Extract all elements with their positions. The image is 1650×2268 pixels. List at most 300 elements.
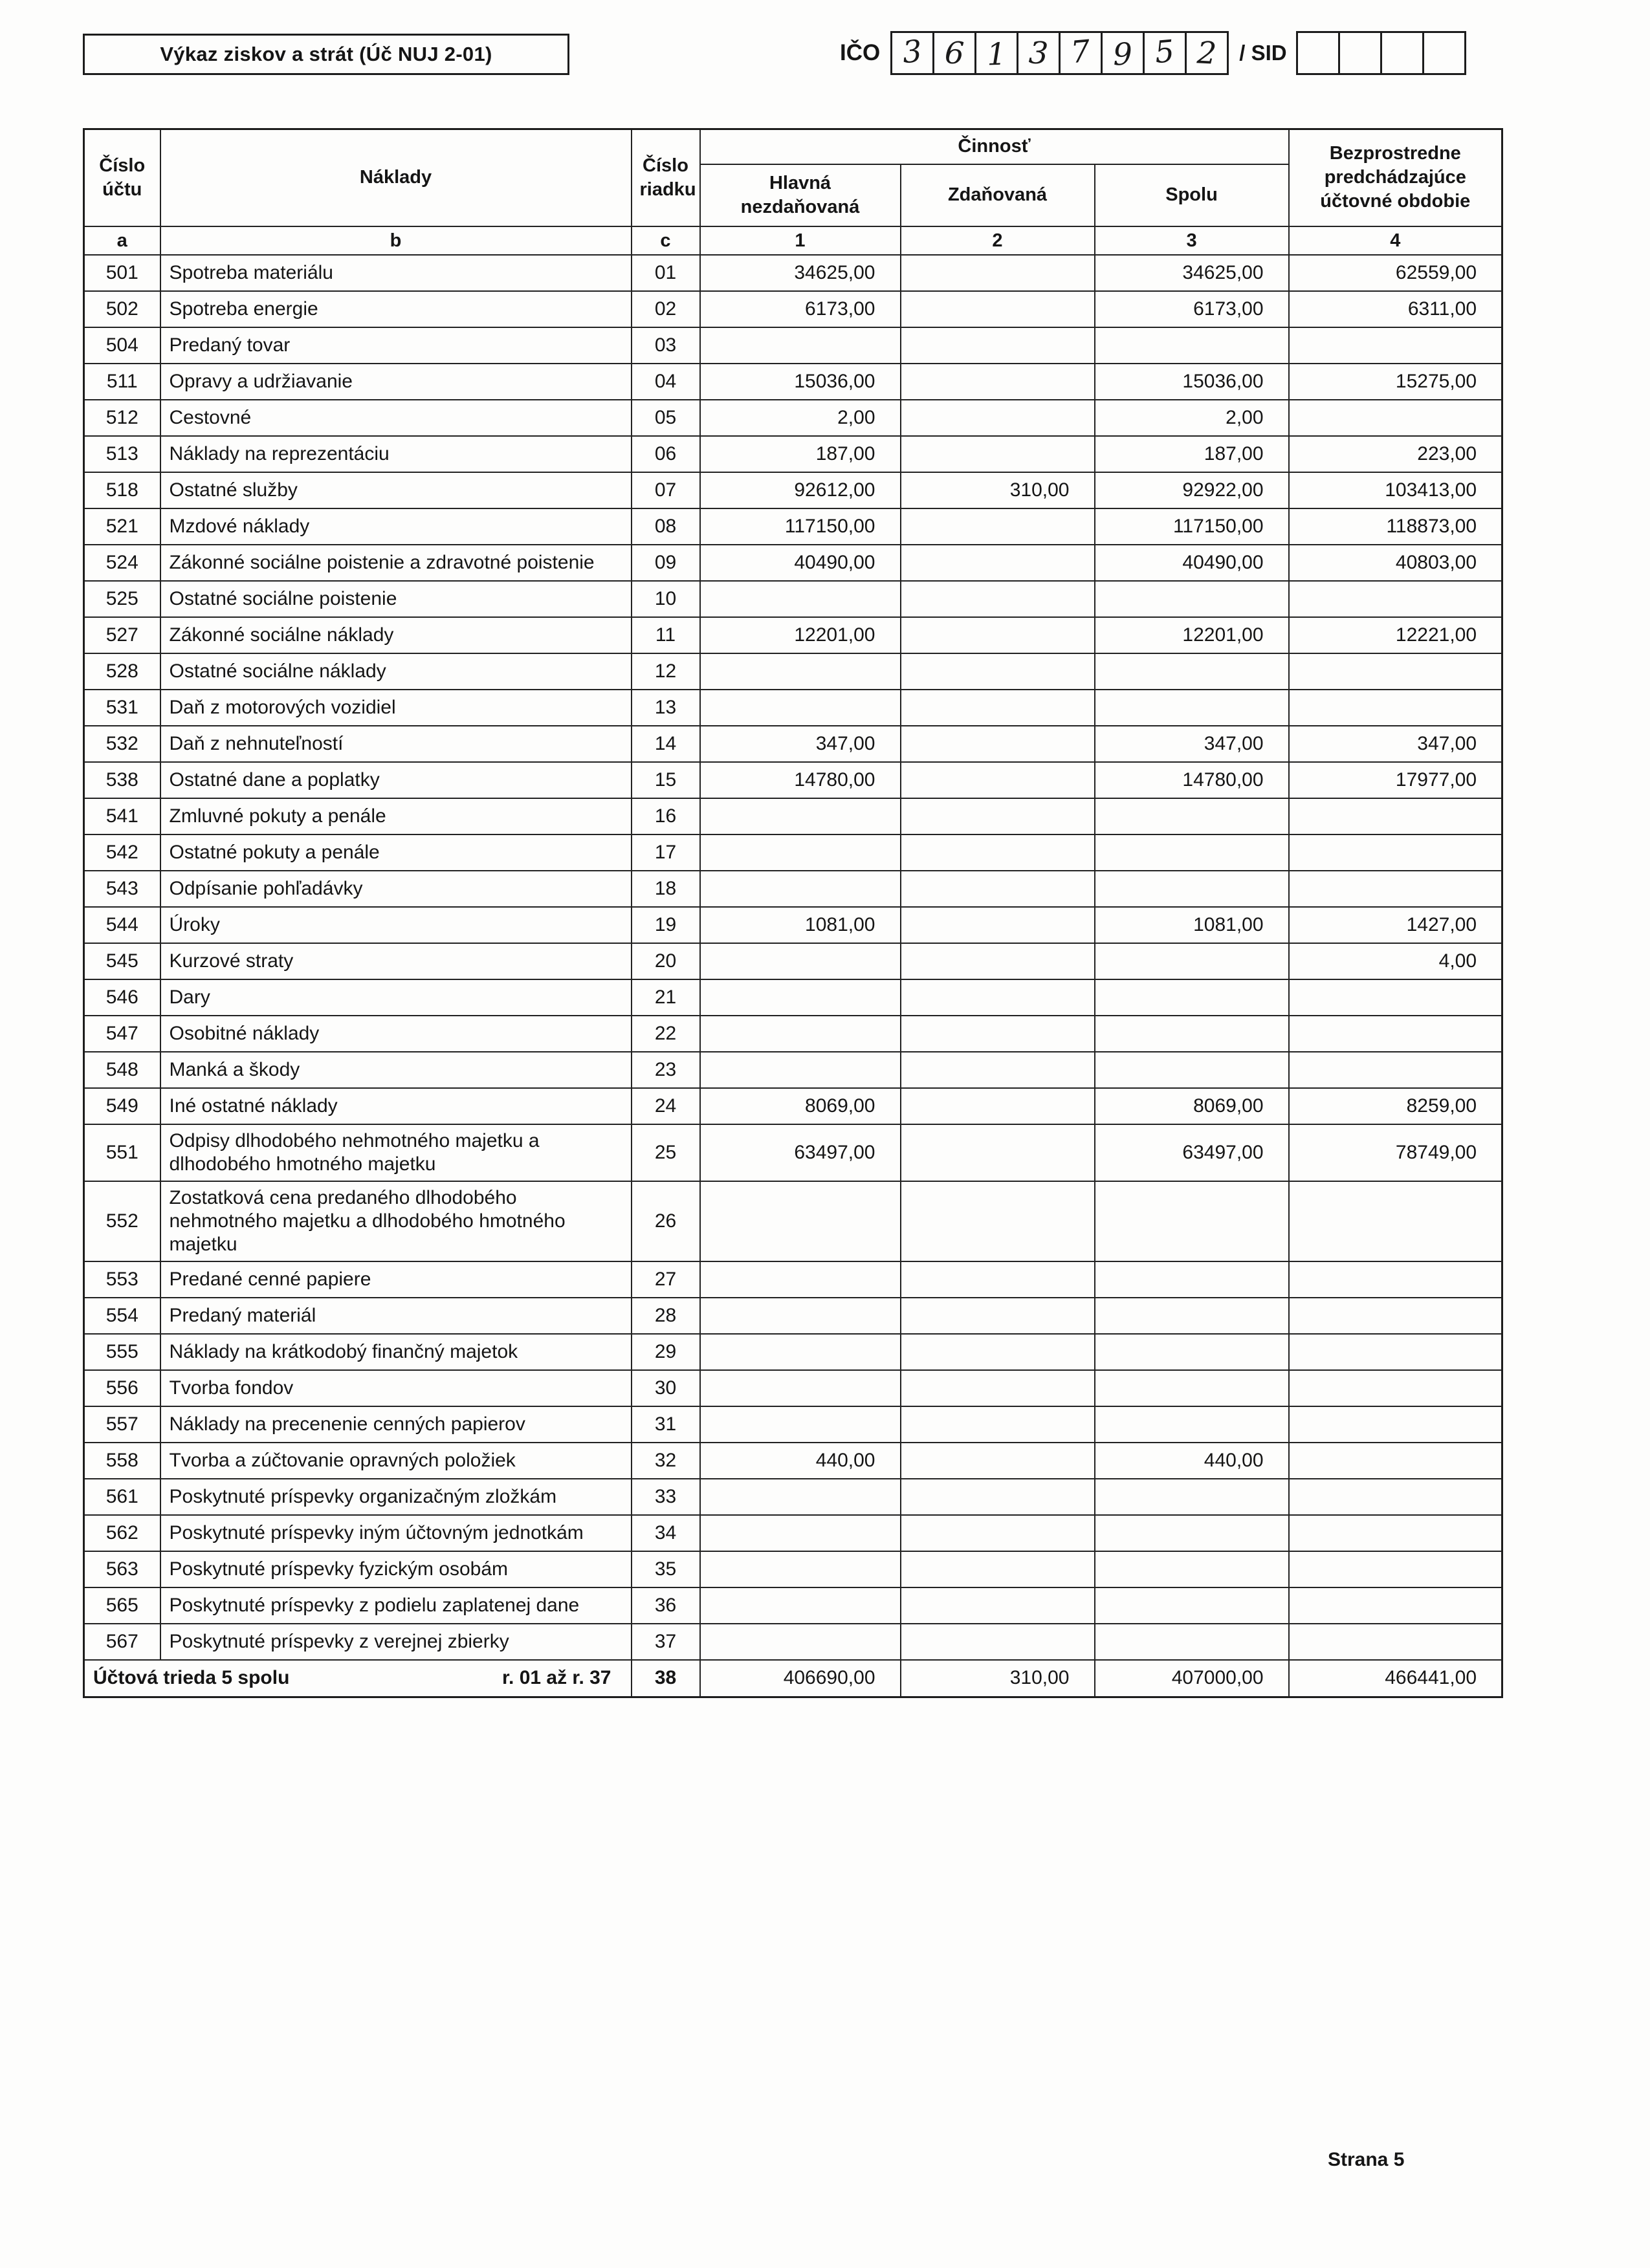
row-number: 08 [632, 508, 700, 545]
account-number: 501 [84, 255, 160, 291]
value-taxed [901, 1406, 1095, 1443]
table-row [84, 943, 1502, 979]
value-main-untaxed [700, 1370, 901, 1406]
row-number: 36 [632, 1587, 700, 1624]
value-main-untaxed [700, 1515, 901, 1551]
value-total: 8069,00 [1095, 1088, 1289, 1124]
value-previous-period [1289, 1443, 1502, 1479]
account-number: 525 [84, 581, 160, 617]
value-taxed [901, 1370, 1095, 1406]
col-letter-a: a [84, 226, 160, 255]
table-row [84, 617, 1502, 653]
col-header-costs: Náklady [160, 129, 632, 226]
value-total: 6173,00 [1095, 291, 1289, 327]
value-total [1095, 1587, 1289, 1624]
table-row [84, 1181, 1502, 1261]
value-total [1095, 327, 1289, 364]
sid-box [1380, 31, 1424, 75]
row-number: 18 [632, 871, 700, 907]
table-row [84, 653, 1502, 690]
account-number: 561 [84, 1479, 160, 1515]
value-taxed [901, 979, 1095, 1016]
ico-digit: 5 [1153, 33, 1176, 71]
value-taxed [901, 943, 1095, 979]
col-header-row-number: Číslo riadku [632, 129, 700, 226]
value-main-untaxed [700, 1587, 901, 1624]
col-header-total: Spolu [1095, 164, 1289, 226]
table-header [84, 129, 1502, 255]
cost-name: Odpisy dlhodobého nehmotného majetku a dlhodobého hmotného majetku [160, 1124, 632, 1181]
table-row [84, 979, 1502, 1016]
value-taxed [901, 1181, 1095, 1261]
ico-digit-box [1101, 31, 1145, 75]
value-total: 2,00 [1095, 400, 1289, 436]
row-number: 24 [632, 1088, 700, 1124]
ico-digit-box [1017, 31, 1061, 75]
value-previous-period [1289, 1016, 1502, 1052]
table-row [84, 1016, 1502, 1052]
value-main-untaxed: 117150,00 [700, 508, 901, 545]
value-main-untaxed [700, 1406, 901, 1443]
cost-name: Tvorba a zúčtovanie opravných položiek [160, 1443, 632, 1479]
value-taxed [901, 1551, 1095, 1587]
value-taxed [901, 291, 1095, 327]
value-total [1095, 1052, 1289, 1088]
table-row [84, 1406, 1502, 1443]
value-previous-period: 118873,00 [1289, 508, 1502, 545]
sid-box [1338, 31, 1382, 75]
row-number: 04 [632, 364, 700, 400]
col-letter-b: b [160, 226, 632, 255]
col-letter-c: c [632, 226, 700, 255]
table-row [84, 436, 1502, 472]
cost-name: Dary [160, 979, 632, 1016]
value-taxed: 310,00 [901, 472, 1095, 508]
value-taxed [901, 617, 1095, 653]
account-number: 562 [84, 1515, 160, 1551]
table-row [84, 1298, 1502, 1334]
table-row [84, 291, 1502, 327]
table-row [84, 327, 1502, 364]
account-number: 567 [84, 1624, 160, 1660]
col-header-main-untaxed: Hlavná nezdaňovaná [700, 164, 901, 226]
table-row [84, 508, 1502, 545]
value-taxed [901, 1334, 1095, 1370]
cost-name: Náklady na reprezentáciu [160, 436, 632, 472]
total-row-range: r. 01 až r. 37 [502, 1667, 611, 1689]
value-taxed [901, 508, 1095, 545]
total-label-cell [84, 1660, 632, 1697]
value-previous-period: 12221,00 [1289, 617, 1502, 653]
value-total: 440,00 [1095, 1443, 1289, 1479]
account-number: 541 [84, 798, 160, 834]
value-main-untaxed: 440,00 [700, 1443, 901, 1479]
value-previous-period [1289, 871, 1502, 907]
value-total [1095, 581, 1289, 617]
table-row [84, 1551, 1502, 1587]
value-previous-period: 78749,00 [1289, 1124, 1502, 1181]
account-number: 545 [84, 943, 160, 979]
account-number: 531 [84, 690, 160, 726]
value-main-untaxed [700, 327, 901, 364]
cost-name: Spotreba energie [160, 291, 632, 327]
cost-name: Ostatné dane a poplatky [160, 762, 632, 798]
table-row [84, 581, 1502, 617]
cost-name: Ostatné služby [160, 472, 632, 508]
total-row-number: 38 [632, 1660, 700, 1697]
value-previous-period [1289, 1624, 1502, 1660]
cost-name: Mzdové náklady [160, 508, 632, 545]
table-row [84, 798, 1502, 834]
row-number: 21 [632, 979, 700, 1016]
value-previous-period [1289, 979, 1502, 1016]
account-number: 524 [84, 545, 160, 581]
ico-digit: 6 [943, 34, 965, 72]
account-number: 521 [84, 508, 160, 545]
value-taxed [901, 1587, 1095, 1624]
value-total [1095, 1406, 1289, 1443]
ico-digit-box [1143, 31, 1187, 75]
account-number: 518 [84, 472, 160, 508]
value-previous-period [1289, 798, 1502, 834]
value-main-untaxed: 6173,00 [700, 291, 901, 327]
row-number: 29 [632, 1334, 700, 1370]
row-number: 03 [632, 327, 700, 364]
value-previous-period [1289, 1406, 1502, 1443]
row-number: 09 [632, 545, 700, 581]
cost-name: Daň z motorových vozidiel [160, 690, 632, 726]
value-taxed [901, 1124, 1095, 1181]
cost-name: Kurzové straty [160, 943, 632, 979]
sid-label: / SID [1239, 41, 1287, 65]
row-number: 23 [632, 1052, 700, 1088]
value-total [1095, 943, 1289, 979]
form-title: Výkaz ziskov a strát (Úč NUJ 2-01) [160, 43, 492, 65]
table-row [84, 1088, 1502, 1124]
value-total: 1081,00 [1095, 907, 1289, 943]
cost-name: Ostatné pokuty a penále [160, 834, 632, 871]
value-taxed [901, 1052, 1095, 1088]
value-main-untaxed [700, 1479, 901, 1515]
value-main-untaxed [700, 653, 901, 690]
value-main-untaxed: 34625,00 [700, 255, 901, 291]
value-total [1095, 653, 1289, 690]
cost-name: Tvorba fondov [160, 1370, 632, 1406]
cost-name: Odpísanie pohľadávky [160, 871, 632, 907]
value-taxed [901, 545, 1095, 581]
value-taxed [901, 798, 1095, 834]
value-total: 117150,00 [1095, 508, 1289, 545]
table-row [84, 907, 1502, 943]
cost-name: Osobitné náklady [160, 1016, 632, 1052]
value-main-untaxed: 8069,00 [700, 1088, 901, 1124]
ico-label: IČO [840, 40, 881, 65]
value-previous-period: 4,00 [1289, 943, 1502, 979]
row-number: 30 [632, 1370, 700, 1406]
value-previous-period [1289, 1298, 1502, 1334]
value-total [1095, 1298, 1289, 1334]
cost-name: Náklady na precenenie cenných papierov [160, 1406, 632, 1443]
row-number: 15 [632, 762, 700, 798]
value-taxed [901, 653, 1095, 690]
value-total: 63497,00 [1095, 1124, 1289, 1181]
value-main-untaxed [700, 834, 901, 871]
table-body [84, 255, 1502, 1660]
cost-name: Poskytnuté príspevky z verejnej zbierky [160, 1624, 632, 1660]
row-number: 26 [632, 1181, 700, 1261]
table-row [84, 1334, 1502, 1370]
cost-name: Poskytnuté príspevky iným účtovným jednotkám [160, 1515, 632, 1551]
cost-name: Daň z nehnuteľností [160, 726, 632, 762]
table-row [84, 726, 1502, 762]
value-taxed [901, 1298, 1095, 1334]
value-main-untaxed: 92612,00 [700, 472, 901, 508]
value-taxed [901, 581, 1095, 617]
value-previous-period: 6311,00 [1289, 291, 1502, 327]
value-main-untaxed [700, 1624, 901, 1660]
account-number: 549 [84, 1088, 160, 1124]
row-number: 34 [632, 1515, 700, 1551]
total-label: Účtová trieda 5 spolu [93, 1667, 290, 1689]
value-main-untaxed: 2,00 [700, 400, 901, 436]
cost-name: Iné ostatné náklady [160, 1088, 632, 1124]
header-row-1 [84, 129, 1502, 164]
cost-name: Predané cenné papiere [160, 1261, 632, 1298]
table-row [84, 400, 1502, 436]
value-main-untaxed [700, 1052, 901, 1088]
cost-name: Zákonné sociálne náklady [160, 617, 632, 653]
value-previous-period [1289, 1587, 1502, 1624]
sid-box [1296, 31, 1340, 75]
value-previous-period [1289, 1551, 1502, 1587]
costs-table [83, 128, 1503, 1698]
cost-name: Poskytnuté príspevky organizačným zložkám [160, 1479, 632, 1515]
row-number: 05 [632, 400, 700, 436]
account-number: 547 [84, 1016, 160, 1052]
value-previous-period: 223,00 [1289, 436, 1502, 472]
account-number: 512 [84, 400, 160, 436]
value-taxed [901, 400, 1095, 436]
table-row [84, 1370, 1502, 1406]
value-previous-period [1289, 690, 1502, 726]
value-taxed [901, 1479, 1095, 1515]
account-number: 511 [84, 364, 160, 400]
value-total [1095, 1624, 1289, 1660]
value-previous-period: 347,00 [1289, 726, 1502, 762]
row-number: 35 [632, 1551, 700, 1587]
cost-name: Poskytnuté príspevky z podielu zaplatenej dane [160, 1587, 632, 1624]
ico-digit: 1 [986, 36, 1007, 73]
cost-name: Ostatné sociálne poistenie [160, 581, 632, 617]
value-previous-period: 1427,00 [1289, 907, 1502, 943]
total-row [84, 1660, 1502, 1697]
value-previous-period: 15275,00 [1289, 364, 1502, 400]
value-total: 34625,00 [1095, 255, 1289, 291]
value-taxed [901, 1624, 1095, 1660]
row-number: 31 [632, 1406, 700, 1443]
table-total [84, 1660, 1502, 1697]
account-number: 502 [84, 291, 160, 327]
row-number: 11 [632, 617, 700, 653]
value-previous-period: 8259,00 [1289, 1088, 1502, 1124]
value-main-untaxed [700, 1334, 901, 1370]
value-previous-period [1289, 1370, 1502, 1406]
value-previous-period [1289, 1479, 1502, 1515]
account-number: 563 [84, 1551, 160, 1587]
cost-name: Zmluvné pokuty a penále [160, 798, 632, 834]
account-number: 546 [84, 979, 160, 1016]
account-number: 504 [84, 327, 160, 364]
value-total [1095, 834, 1289, 871]
value-main-untaxed [700, 943, 901, 979]
ico-digit-box [932, 31, 976, 75]
col-letter-3: 3 [1095, 226, 1289, 255]
value-taxed [901, 834, 1095, 871]
value-total: 347,00 [1095, 726, 1289, 762]
col-letter-1: 1 [700, 226, 901, 255]
value-main-untaxed: 14780,00 [700, 762, 901, 798]
cost-name: Predaný tovar [160, 327, 632, 364]
value-total [1095, 690, 1289, 726]
ico-digit-box [1059, 31, 1103, 75]
row-number: 07 [632, 472, 700, 508]
account-number: 532 [84, 726, 160, 762]
account-number: 527 [84, 617, 160, 653]
value-taxed [901, 1443, 1095, 1479]
value-previous-period [1289, 1181, 1502, 1261]
cost-name: Poskytnuté príspevky fyzickým osobám [160, 1551, 632, 1587]
value-total [1095, 1479, 1289, 1515]
ico-digit: 3 [1028, 34, 1050, 72]
value-taxed [901, 364, 1095, 400]
ico-digit: 9 [1112, 36, 1134, 73]
cost-name: Zostatková cena predaného dlhodobého nehmotného majetku a dlhodobého hmotného majetku [160, 1181, 632, 1261]
column-letters-row [84, 226, 1502, 255]
account-number: 548 [84, 1052, 160, 1088]
row-number: 22 [632, 1016, 700, 1052]
value-previous-period [1289, 1052, 1502, 1088]
value-main-untaxed: 15036,00 [700, 364, 901, 400]
value-total: 92922,00 [1095, 472, 1289, 508]
value-previous-period: 103413,00 [1289, 472, 1502, 508]
account-number: 528 [84, 653, 160, 690]
ico-digit: 2 [1196, 34, 1218, 72]
account-number: 565 [84, 1587, 160, 1624]
table-row [84, 1052, 1502, 1088]
table-row [84, 1624, 1502, 1660]
col-header-previous-period: Bezprostredne predchádzajúce účtovné obdobie [1289, 129, 1502, 226]
row-number: 28 [632, 1298, 700, 1334]
row-number: 16 [632, 798, 700, 834]
total-value-previous-period: 466441,00 [1289, 1660, 1502, 1697]
value-total [1095, 979, 1289, 1016]
value-main-untaxed [700, 1261, 901, 1298]
account-number: 553 [84, 1261, 160, 1298]
row-number: 32 [632, 1443, 700, 1479]
total-value-taxed: 310,00 [901, 1660, 1095, 1697]
value-total: 14780,00 [1095, 762, 1289, 798]
value-main-untaxed: 40490,00 [700, 545, 901, 581]
value-main-untaxed [700, 1181, 901, 1261]
value-previous-period [1289, 1515, 1502, 1551]
account-number: 551 [84, 1124, 160, 1181]
table-row [84, 871, 1502, 907]
value-taxed [901, 327, 1095, 364]
account-number: 542 [84, 834, 160, 871]
table-row [84, 690, 1502, 726]
value-total [1095, 1515, 1289, 1551]
col-header-activity: Činnosť [700, 129, 1289, 164]
table-row [84, 472, 1502, 508]
sid-box [1422, 31, 1466, 75]
value-total: 40490,00 [1095, 545, 1289, 581]
account-number: 544 [84, 907, 160, 943]
table-row [84, 255, 1502, 291]
value-total [1095, 1370, 1289, 1406]
row-number: 19 [632, 907, 700, 943]
cost-name: Spotreba materiálu [160, 255, 632, 291]
account-number: 556 [84, 1370, 160, 1406]
value-previous-period [1289, 400, 1502, 436]
value-main-untaxed [700, 581, 901, 617]
row-number: 20 [632, 943, 700, 979]
form-title-box [83, 34, 569, 75]
row-number: 14 [632, 726, 700, 762]
col-header-taxed: Zdaňovaná [901, 164, 1095, 226]
value-previous-period [1289, 327, 1502, 364]
value-main-untaxed [700, 690, 901, 726]
value-total [1095, 1181, 1289, 1261]
ico-digit: 3 [901, 33, 924, 71]
value-taxed [901, 1088, 1095, 1124]
value-total [1095, 1551, 1289, 1587]
cost-name: Úroky [160, 907, 632, 943]
value-total: 187,00 [1095, 436, 1289, 472]
value-main-untaxed: 1081,00 [700, 907, 901, 943]
ico-digit-box [890, 31, 934, 75]
value-total: 15036,00 [1095, 364, 1289, 400]
table-row [84, 762, 1502, 798]
value-previous-period: 17977,00 [1289, 762, 1502, 798]
value-total [1095, 871, 1289, 907]
value-taxed [901, 726, 1095, 762]
value-taxed [901, 436, 1095, 472]
cost-name: Náklady na krátkodobý finančný majetok [160, 1334, 632, 1370]
table-row [84, 1479, 1502, 1515]
table-row [84, 364, 1502, 400]
table-row [84, 834, 1502, 871]
row-number: 02 [632, 291, 700, 327]
value-previous-period [1289, 581, 1502, 617]
value-previous-period [1289, 653, 1502, 690]
value-previous-period [1289, 834, 1502, 871]
value-main-untaxed [700, 798, 901, 834]
account-number: 555 [84, 1334, 160, 1370]
value-previous-period: 40803,00 [1289, 545, 1502, 581]
value-main-untaxed [700, 871, 901, 907]
value-previous-period [1289, 1334, 1502, 1370]
value-previous-period: 62559,00 [1289, 255, 1502, 291]
table-row [84, 545, 1502, 581]
total-value-main-untaxed: 406690,00 [700, 1660, 901, 1697]
col-header-account-number: Číslo účtu [84, 129, 160, 226]
account-number: 543 [84, 871, 160, 907]
ico-section [840, 31, 1466, 75]
value-taxed [901, 871, 1095, 907]
value-main-untaxed [700, 1016, 901, 1052]
value-total [1095, 798, 1289, 834]
value-total: 12201,00 [1095, 617, 1289, 653]
